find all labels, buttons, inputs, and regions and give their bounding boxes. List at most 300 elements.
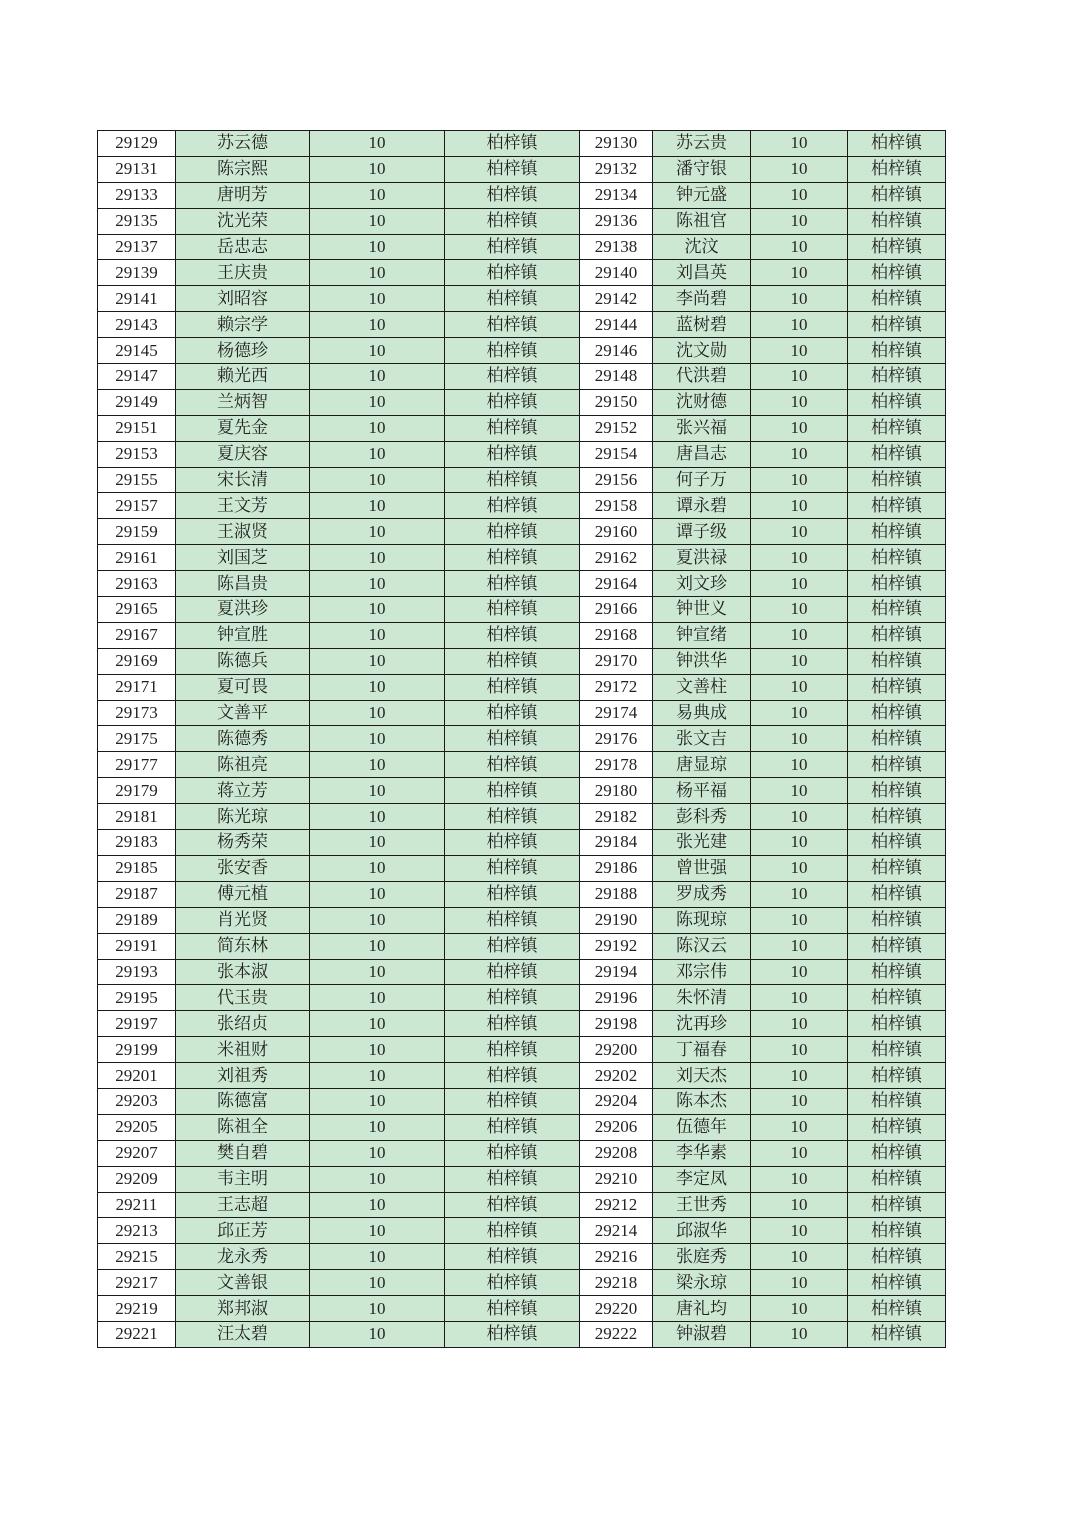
person-name-cell: 沈文勋 xyxy=(653,338,751,364)
person-name-cell: 钟淑碧 xyxy=(653,1321,751,1347)
record-id-cell: 29141 xyxy=(98,286,176,312)
record-id-cell: 29197 xyxy=(98,1011,176,1037)
amount-cell: 10 xyxy=(310,881,445,907)
town-cell: 柏梓镇 xyxy=(445,726,580,752)
table-row xyxy=(98,1218,946,1244)
record-id-cell: 29132 xyxy=(580,156,653,182)
amount-cell: 10 xyxy=(310,1270,445,1296)
town-cell: 柏梓镇 xyxy=(445,338,580,364)
amount-cell: 10 xyxy=(310,441,445,467)
record-id-cell: 29180 xyxy=(580,778,653,804)
town-cell: 柏梓镇 xyxy=(848,1296,946,1322)
person-name-cell: 夏可畏 xyxy=(176,674,310,700)
person-name-cell: 郑邦淑 xyxy=(176,1296,310,1322)
town-cell: 柏梓镇 xyxy=(848,933,946,959)
amount-cell: 10 xyxy=(751,338,848,364)
town-cell: 柏梓镇 xyxy=(445,1140,580,1166)
amount-cell: 10 xyxy=(751,1321,848,1347)
record-id-cell: 29146 xyxy=(580,338,653,364)
record-id-cell: 29152 xyxy=(580,415,653,441)
table-row xyxy=(98,1063,946,1089)
person-name-cell: 陈汉云 xyxy=(653,933,751,959)
table-row xyxy=(98,959,946,985)
amount-cell: 10 xyxy=(751,933,848,959)
record-id-cell: 29212 xyxy=(580,1192,653,1218)
town-cell: 柏梓镇 xyxy=(445,234,580,260)
record-id-cell: 29155 xyxy=(98,467,176,493)
town-cell: 柏梓镇 xyxy=(445,778,580,804)
town-cell: 柏梓镇 xyxy=(445,182,580,208)
record-id-cell: 29138 xyxy=(580,234,653,260)
town-cell: 柏梓镇 xyxy=(848,441,946,467)
town-cell: 柏梓镇 xyxy=(848,674,946,700)
record-id-cell: 29150 xyxy=(580,389,653,415)
town-cell: 柏梓镇 xyxy=(445,415,580,441)
town-cell: 柏梓镇 xyxy=(848,985,946,1011)
record-id-cell: 29199 xyxy=(98,1037,176,1063)
amount-cell: 10 xyxy=(310,1296,445,1322)
amount-cell: 10 xyxy=(751,415,848,441)
record-id-cell: 29215 xyxy=(98,1244,176,1270)
table-row xyxy=(98,234,946,260)
town-cell: 柏梓镇 xyxy=(848,467,946,493)
amount-cell: 10 xyxy=(751,830,848,856)
table-row xyxy=(98,1296,946,1322)
person-name-cell: 文善平 xyxy=(176,700,310,726)
amount-cell: 10 xyxy=(310,778,445,804)
amount-cell: 10 xyxy=(751,959,848,985)
record-id-cell: 29222 xyxy=(580,1321,653,1347)
amount-cell: 10 xyxy=(310,571,445,597)
amount-cell: 10 xyxy=(751,752,848,778)
table-row xyxy=(98,855,946,881)
person-name-cell: 何子万 xyxy=(653,467,751,493)
record-id-cell: 29214 xyxy=(580,1218,653,1244)
record-id-cell: 29207 xyxy=(98,1140,176,1166)
person-name-cell: 罗成秀 xyxy=(653,881,751,907)
town-cell: 柏梓镇 xyxy=(848,778,946,804)
person-name-cell: 代洪碧 xyxy=(653,364,751,390)
person-name-cell: 陈祖全 xyxy=(176,1114,310,1140)
town-cell: 柏梓镇 xyxy=(445,1270,580,1296)
amount-cell: 10 xyxy=(310,933,445,959)
table-row xyxy=(98,1114,946,1140)
person-name-cell: 陈宗熙 xyxy=(176,156,310,182)
town-cell: 柏梓镇 xyxy=(445,804,580,830)
person-name-cell: 曾世强 xyxy=(653,855,751,881)
table-row xyxy=(98,648,946,674)
amount-cell: 10 xyxy=(751,1088,848,1114)
record-id-cell: 29216 xyxy=(580,1244,653,1270)
amount-cell: 10 xyxy=(310,622,445,648)
amount-cell: 10 xyxy=(310,1140,445,1166)
person-name-cell: 伍德年 xyxy=(653,1114,751,1140)
table-row xyxy=(98,830,946,856)
town-cell: 柏梓镇 xyxy=(848,338,946,364)
town-cell: 柏梓镇 xyxy=(848,1166,946,1192)
amount-cell: 10 xyxy=(751,234,848,260)
amount-cell: 10 xyxy=(310,389,445,415)
person-name-cell: 文善柱 xyxy=(653,674,751,700)
table-row xyxy=(98,778,946,804)
table-row xyxy=(98,389,946,415)
town-cell: 柏梓镇 xyxy=(445,1114,580,1140)
record-id-cell: 29165 xyxy=(98,597,176,623)
amount-cell: 10 xyxy=(751,545,848,571)
amount-cell: 10 xyxy=(751,700,848,726)
town-cell: 柏梓镇 xyxy=(848,1037,946,1063)
amount-cell: 10 xyxy=(310,545,445,571)
amount-cell: 10 xyxy=(751,622,848,648)
town-cell: 柏梓镇 xyxy=(848,622,946,648)
amount-cell: 10 xyxy=(751,182,848,208)
amount-cell: 10 xyxy=(751,1244,848,1270)
amount-cell: 10 xyxy=(751,1037,848,1063)
table-row xyxy=(98,1192,946,1218)
table-row xyxy=(98,726,946,752)
table-row xyxy=(98,208,946,234)
amount-cell: 10 xyxy=(751,312,848,338)
record-id-cell: 29208 xyxy=(580,1140,653,1166)
amount-cell: 10 xyxy=(310,648,445,674)
table-row xyxy=(98,1011,946,1037)
amount-cell: 10 xyxy=(751,519,848,545)
amount-cell: 10 xyxy=(310,364,445,390)
amount-cell: 10 xyxy=(310,415,445,441)
person-name-cell: 傅元植 xyxy=(176,881,310,907)
person-name-cell: 夏洪禄 xyxy=(653,545,751,571)
person-name-cell: 兰炳智 xyxy=(176,389,310,415)
record-id-cell: 29176 xyxy=(580,726,653,752)
town-cell: 柏梓镇 xyxy=(848,571,946,597)
record-id-cell: 29131 xyxy=(98,156,176,182)
record-id-cell: 29164 xyxy=(580,571,653,597)
amount-cell: 10 xyxy=(310,855,445,881)
person-name-cell: 钟洪华 xyxy=(653,648,751,674)
town-cell: 柏梓镇 xyxy=(848,959,946,985)
amount-cell: 10 xyxy=(310,1244,445,1270)
table-row xyxy=(98,752,946,778)
table-row xyxy=(98,674,946,700)
town-cell: 柏梓镇 xyxy=(848,493,946,519)
person-name-cell: 夏先金 xyxy=(176,415,310,441)
record-id-cell: 29136 xyxy=(580,208,653,234)
amount-cell: 10 xyxy=(751,804,848,830)
town-cell: 柏梓镇 xyxy=(445,752,580,778)
record-id-cell: 29183 xyxy=(98,830,176,856)
person-name-cell: 苏云德 xyxy=(176,131,310,157)
table-row xyxy=(98,467,946,493)
amount-cell: 10 xyxy=(751,1063,848,1089)
record-id-cell: 29201 xyxy=(98,1063,176,1089)
person-name-cell: 文善银 xyxy=(176,1270,310,1296)
person-name-cell: 赖光西 xyxy=(176,364,310,390)
person-name-cell: 杨德珍 xyxy=(176,338,310,364)
table-row xyxy=(98,1166,946,1192)
town-cell: 柏梓镇 xyxy=(848,131,946,157)
record-id-cell: 29202 xyxy=(580,1063,653,1089)
person-name-cell: 刘昌英 xyxy=(653,260,751,286)
town-cell: 柏梓镇 xyxy=(445,389,580,415)
person-name-cell: 李华素 xyxy=(653,1140,751,1166)
table-row xyxy=(98,286,946,312)
amount-cell: 10 xyxy=(751,131,848,157)
table-row xyxy=(98,519,946,545)
record-id-cell: 29147 xyxy=(98,364,176,390)
amount-cell: 10 xyxy=(751,907,848,933)
amount-cell: 10 xyxy=(751,1218,848,1244)
table-row xyxy=(98,1321,946,1347)
record-id-cell: 29181 xyxy=(98,804,176,830)
record-id-cell: 29172 xyxy=(580,674,653,700)
record-id-cell: 29139 xyxy=(98,260,176,286)
amount-cell: 10 xyxy=(310,467,445,493)
person-name-cell: 彭科秀 xyxy=(653,804,751,830)
record-id-cell: 29160 xyxy=(580,519,653,545)
amount-cell: 10 xyxy=(751,260,848,286)
amount-cell: 10 xyxy=(310,1192,445,1218)
record-id-cell: 29182 xyxy=(580,804,653,830)
person-name-cell: 沈财德 xyxy=(653,389,751,415)
record-id-cell: 29198 xyxy=(580,1011,653,1037)
person-name-cell: 代玉贵 xyxy=(176,985,310,1011)
town-cell: 柏梓镇 xyxy=(848,1192,946,1218)
town-cell: 柏梓镇 xyxy=(848,1321,946,1347)
town-cell: 柏梓镇 xyxy=(848,1270,946,1296)
person-name-cell: 邱正芳 xyxy=(176,1218,310,1244)
person-name-cell: 王文芳 xyxy=(176,493,310,519)
record-id-cell: 29209 xyxy=(98,1166,176,1192)
record-id-cell: 29185 xyxy=(98,855,176,881)
amount-cell: 10 xyxy=(310,493,445,519)
town-cell: 柏梓镇 xyxy=(445,1037,580,1063)
town-cell: 柏梓镇 xyxy=(848,1218,946,1244)
amount-cell: 10 xyxy=(310,726,445,752)
town-cell: 柏梓镇 xyxy=(848,1088,946,1114)
amount-cell: 10 xyxy=(310,674,445,700)
town-cell: 柏梓镇 xyxy=(848,156,946,182)
records-table-body xyxy=(98,131,946,1348)
town-cell: 柏梓镇 xyxy=(445,493,580,519)
person-name-cell: 岳忠志 xyxy=(176,234,310,260)
record-id-cell: 29221 xyxy=(98,1321,176,1347)
table-row xyxy=(98,804,946,830)
table-row xyxy=(98,364,946,390)
town-cell: 柏梓镇 xyxy=(445,1321,580,1347)
person-name-cell: 李尚碧 xyxy=(653,286,751,312)
town-cell: 柏梓镇 xyxy=(445,286,580,312)
person-name-cell: 刘祖秀 xyxy=(176,1063,310,1089)
amount-cell: 10 xyxy=(751,441,848,467)
person-name-cell: 陈昌贵 xyxy=(176,571,310,597)
amount-cell: 10 xyxy=(310,131,445,157)
town-cell: 柏梓镇 xyxy=(445,674,580,700)
person-name-cell: 张文吉 xyxy=(653,726,751,752)
person-name-cell: 张绍贞 xyxy=(176,1011,310,1037)
town-cell: 柏梓镇 xyxy=(445,467,580,493)
amount-cell: 10 xyxy=(751,648,848,674)
table-row xyxy=(98,1037,946,1063)
town-cell: 柏梓镇 xyxy=(445,881,580,907)
table-row xyxy=(98,1140,946,1166)
record-id-cell: 29218 xyxy=(580,1270,653,1296)
person-name-cell: 龙永秀 xyxy=(176,1244,310,1270)
person-name-cell: 韦主明 xyxy=(176,1166,310,1192)
person-name-cell: 杨平福 xyxy=(653,778,751,804)
town-cell: 柏梓镇 xyxy=(848,700,946,726)
town-cell: 柏梓镇 xyxy=(445,622,580,648)
town-cell: 柏梓镇 xyxy=(445,1011,580,1037)
town-cell: 柏梓镇 xyxy=(445,364,580,390)
table-row xyxy=(98,1270,946,1296)
town-cell: 柏梓镇 xyxy=(848,648,946,674)
town-cell: 柏梓镇 xyxy=(445,131,580,157)
record-id-cell: 29190 xyxy=(580,907,653,933)
person-name-cell: 王世秀 xyxy=(653,1192,751,1218)
person-name-cell: 丁福春 xyxy=(653,1037,751,1063)
records-table xyxy=(97,130,946,1348)
record-id-cell: 29196 xyxy=(580,985,653,1011)
amount-cell: 10 xyxy=(310,830,445,856)
town-cell: 柏梓镇 xyxy=(445,700,580,726)
town-cell: 柏梓镇 xyxy=(848,260,946,286)
person-name-cell: 谭子级 xyxy=(653,519,751,545)
record-id-cell: 29203 xyxy=(98,1088,176,1114)
person-name-cell: 沈汶 xyxy=(653,234,751,260)
amount-cell: 10 xyxy=(310,182,445,208)
amount-cell: 10 xyxy=(751,364,848,390)
person-name-cell: 张光建 xyxy=(653,830,751,856)
record-id-cell: 29148 xyxy=(580,364,653,390)
record-id-cell: 29195 xyxy=(98,985,176,1011)
person-name-cell: 王淑贤 xyxy=(176,519,310,545)
town-cell: 柏梓镇 xyxy=(848,1244,946,1270)
person-name-cell: 陈本杰 xyxy=(653,1088,751,1114)
amount-cell: 10 xyxy=(310,286,445,312)
table-row xyxy=(98,700,946,726)
person-name-cell: 沈光荣 xyxy=(176,208,310,234)
record-id-cell: 29157 xyxy=(98,493,176,519)
record-id-cell: 29133 xyxy=(98,182,176,208)
person-name-cell: 陈德兵 xyxy=(176,648,310,674)
town-cell: 柏梓镇 xyxy=(848,1114,946,1140)
person-name-cell: 唐明芳 xyxy=(176,182,310,208)
town-cell: 柏梓镇 xyxy=(848,415,946,441)
town-cell: 柏梓镇 xyxy=(848,364,946,390)
person-name-cell: 朱怀清 xyxy=(653,985,751,1011)
person-name-cell: 梁永琼 xyxy=(653,1270,751,1296)
record-id-cell: 29135 xyxy=(98,208,176,234)
record-id-cell: 29213 xyxy=(98,1218,176,1244)
person-name-cell: 钟元盛 xyxy=(653,182,751,208)
amount-cell: 10 xyxy=(310,907,445,933)
town-cell: 柏梓镇 xyxy=(445,1166,580,1192)
amount-cell: 10 xyxy=(310,1063,445,1089)
record-id-cell: 29220 xyxy=(580,1296,653,1322)
person-name-cell: 唐显琼 xyxy=(653,752,751,778)
person-name-cell: 宋长清 xyxy=(176,467,310,493)
town-cell: 柏梓镇 xyxy=(848,545,946,571)
table-row xyxy=(98,1088,946,1114)
table-row xyxy=(98,312,946,338)
table-row xyxy=(98,441,946,467)
amount-cell: 10 xyxy=(751,674,848,700)
town-cell: 柏梓镇 xyxy=(848,881,946,907)
person-name-cell: 陈光琼 xyxy=(176,804,310,830)
record-id-cell: 29154 xyxy=(580,441,653,467)
record-id-cell: 29211 xyxy=(98,1192,176,1218)
person-name-cell: 易典成 xyxy=(653,700,751,726)
amount-cell: 10 xyxy=(310,1088,445,1114)
town-cell: 柏梓镇 xyxy=(445,1192,580,1218)
person-name-cell: 陈德富 xyxy=(176,1088,310,1114)
table-row xyxy=(98,415,946,441)
record-id-cell: 29178 xyxy=(580,752,653,778)
town-cell: 柏梓镇 xyxy=(848,855,946,881)
record-id-cell: 29184 xyxy=(580,830,653,856)
town-cell: 柏梓镇 xyxy=(445,830,580,856)
amount-cell: 10 xyxy=(310,985,445,1011)
town-cell: 柏梓镇 xyxy=(848,726,946,752)
person-name-cell: 张本淑 xyxy=(176,959,310,985)
town-cell: 柏梓镇 xyxy=(445,156,580,182)
record-id-cell: 29143 xyxy=(98,312,176,338)
amount-cell: 10 xyxy=(310,519,445,545)
person-name-cell: 刘国芝 xyxy=(176,545,310,571)
record-id-cell: 29140 xyxy=(580,260,653,286)
table-row xyxy=(98,622,946,648)
town-cell: 柏梓镇 xyxy=(445,1244,580,1270)
record-id-cell: 29206 xyxy=(580,1114,653,1140)
record-id-cell: 29188 xyxy=(580,881,653,907)
person-name-cell: 潘守银 xyxy=(653,156,751,182)
amount-cell: 10 xyxy=(310,338,445,364)
amount-cell: 10 xyxy=(310,234,445,260)
person-name-cell: 沈再珍 xyxy=(653,1011,751,1037)
person-name-cell: 肖光贤 xyxy=(176,907,310,933)
record-id-cell: 29145 xyxy=(98,338,176,364)
town-cell: 柏梓镇 xyxy=(848,752,946,778)
town-cell: 柏梓镇 xyxy=(848,234,946,260)
amount-cell: 10 xyxy=(310,1218,445,1244)
town-cell: 柏梓镇 xyxy=(445,571,580,597)
person-name-cell: 王庆贵 xyxy=(176,260,310,286)
town-cell: 柏梓镇 xyxy=(848,519,946,545)
record-id-cell: 29217 xyxy=(98,1270,176,1296)
person-name-cell: 唐礼均 xyxy=(653,1296,751,1322)
table-row xyxy=(98,493,946,519)
person-name-cell: 苏云贵 xyxy=(653,131,751,157)
record-id-cell: 29134 xyxy=(580,182,653,208)
table-row xyxy=(98,571,946,597)
person-name-cell: 赖宗学 xyxy=(176,312,310,338)
amount-cell: 10 xyxy=(310,260,445,286)
record-id-cell: 29151 xyxy=(98,415,176,441)
table-row xyxy=(98,881,946,907)
person-name-cell: 王志超 xyxy=(176,1192,310,1218)
town-cell: 柏梓镇 xyxy=(445,907,580,933)
table-row xyxy=(98,907,946,933)
person-name-cell: 钟宣胜 xyxy=(176,622,310,648)
table-row xyxy=(98,985,946,1011)
amount-cell: 10 xyxy=(751,1192,848,1218)
record-id-cell: 29175 xyxy=(98,726,176,752)
amount-cell: 10 xyxy=(751,597,848,623)
amount-cell: 10 xyxy=(751,1296,848,1322)
person-name-cell: 李定凤 xyxy=(653,1166,751,1192)
amount-cell: 10 xyxy=(310,804,445,830)
person-name-cell: 米祖财 xyxy=(176,1037,310,1063)
